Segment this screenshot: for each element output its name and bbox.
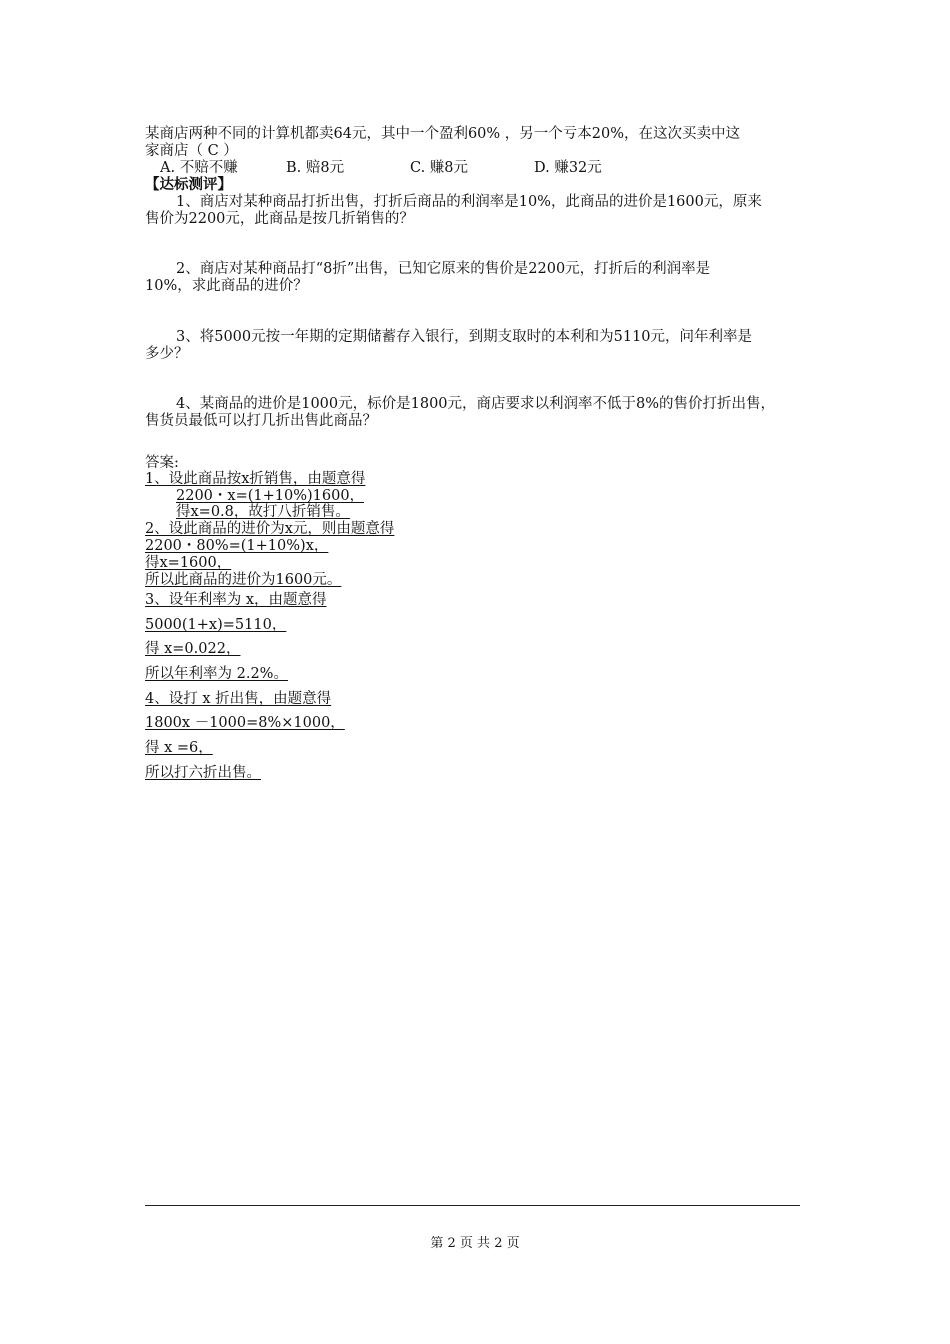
- intro-line-2: 家商店（ C ）: [145, 143, 238, 159]
- question-3-line-2: 多少？: [145, 346, 189, 362]
- section-title: 【达标测评】: [145, 176, 232, 193]
- option-a: A. 不赔不赚: [160, 160, 238, 176]
- answer-2-line-1: 2、设此商品的进价为x元，则由题意得: [145, 521, 395, 537]
- intro-line-1: 某商店两种不同的计算机都卖64元，其中一个盈利60% ，另一个亏本20%，在这次买卖中这: [145, 126, 741, 142]
- answer-4-line-4: 所以打六折出售。: [145, 765, 261, 781]
- intro-options: [160, 159, 800, 177]
- question-2-line-2: 10%，求此商品的进价？: [145, 278, 308, 294]
- answer-1-line-2: 2200・x=(1+10%)1600，: [176, 488, 365, 504]
- page-number: 第 2 页 共 2 页: [430, 1236, 520, 1251]
- question-3-line-1: 3、将5000元按一年期的定期储蓄存入银行，到期支取时的本利和为5110元，问年利率是: [176, 329, 753, 345]
- answer-4-line-1: 4、设打 x 折出售，由题意得: [145, 691, 332, 707]
- answers-label: 答案:: [145, 455, 179, 471]
- question-4-line-2: 售货员最低可以打几折出售此商品？: [145, 413, 377, 429]
- option-d: D. 赚32元: [534, 160, 602, 176]
- answer-2-line-3: 得x=1600，: [145, 555, 232, 571]
- footer-divider: [145, 1205, 800, 1206]
- option-c: C. 赚8元: [410, 160, 469, 176]
- answer-2-line-4: 所以此商品的进价为1600元。: [145, 572, 342, 588]
- answer-1-line-1: 1、设此商品按x折销售，由题意得: [145, 471, 366, 487]
- option-b: B. 赔8元: [286, 160, 345, 176]
- answer-2-line-2: 2200・80%=(1+10%)x，: [145, 538, 329, 554]
- answer-3-line-1: 3、设年利率为 x，由题意得: [145, 592, 327, 608]
- question-2-line-1: 2、商店对某种商品打“8折”出售，已知它原来的售价是2200元，打折后的利润率是: [176, 261, 711, 277]
- answer-3-line-4: 所以年利率为 2.2%。: [145, 666, 288, 682]
- question-1-line-2: 售价为2200元，此商品是按几折销售的？: [145, 211, 414, 227]
- answer-4-line-3: 得 x =6，: [145, 740, 213, 756]
- answer-3-line-2: 5000(1+x)=5110，: [145, 617, 287, 633]
- answer-4-line-2: 1800x －1000=8%×1000，: [145, 715, 345, 731]
- answer-3-line-3: 得 x=0.022，: [145, 641, 241, 657]
- question-4-line-1: 4、某商品的进价是1000元，标价是1800元，商店要求以利润率不低于8%的售价打折出售，: [176, 396, 776, 412]
- answer-1-line-3: 得x=0.8，故打八折销售。: [176, 504, 350, 520]
- question-1-line-1: 1、商店对某种商品打折出售，打折后商品的利润率是10%，此商品的进价是1600元，原来: [176, 194, 762, 210]
